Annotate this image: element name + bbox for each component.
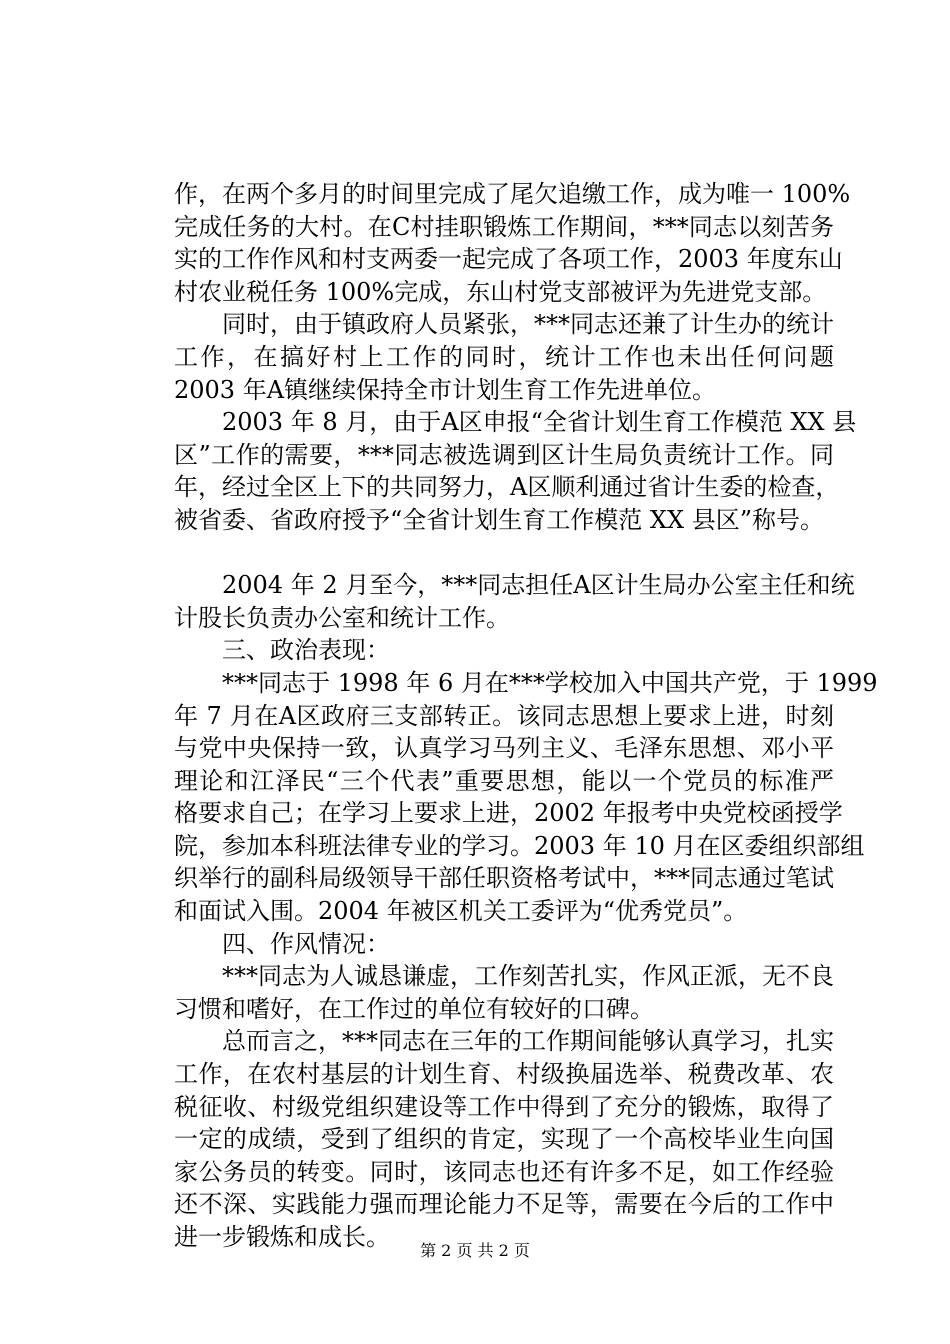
text-line: 2003 年A镇继续保持全市计划生育工作先进单位。 xyxy=(174,375,717,404)
text-line: 理论和江泽民“三个代表”重要思想，能以一个党员的标准严 xyxy=(174,766,834,795)
text-line: 进一步锻炼和成长。 xyxy=(174,1223,390,1251)
text-line: 工作，在搞好村上工作的同时，统计工作也未出任何问题 xyxy=(174,342,834,371)
text-line: 院，参加本科班法律专业的学习。2003 年 10 月在区委组织部组 xyxy=(174,831,865,860)
text-line: ***同志于 1998 年 6 月在***学校加入中国共产党，于 1999 xyxy=(174,668,878,697)
text-line: 和面试入围。2004 年被区机关工委评为“优秀党员”。 xyxy=(174,897,748,926)
text-line: 税征收、村级党组织建设等工作中得到了充分的锻炼，取得了 xyxy=(174,1092,834,1121)
text-line: 年 7 月在A区政府三支部转正。该同志思想上要求上进，时刻 xyxy=(174,701,834,730)
text-line: 同时，由于镇政府人员紧张，***同志还兼了计生办的统计 xyxy=(174,310,834,339)
text-line: 计股长负责办公室和统计工作。 xyxy=(174,603,510,632)
text-line: 区”工作的需要，***同志被选调到区计生局负责统计工作。同 xyxy=(174,440,834,469)
text-line: 2004 年 2 月至今，***同志担任A区计生局办公室主任和统 xyxy=(174,571,855,600)
text-line: 作，在两个多月的时间里完成了尾欠追缴工作，成为唯一 100% xyxy=(174,180,851,208)
document-body xyxy=(174,178,878,1254)
page-number: 第 2 页 共 2 页 xyxy=(420,1241,530,1260)
text-line: 习惯和嗜好，在工作过的单位有较好的口碑。 xyxy=(174,994,654,1023)
text-line: 实的工作作风和村支两委一起完成了各项工作，2003 年度东山 xyxy=(174,245,843,274)
text-line: 与党中央保持一致，认真学习马列主义、毛泽东思想、邓小平 xyxy=(174,734,834,763)
text-line: 还不深、实践能力强而理论能力不足等，需要在今后的工作中 xyxy=(174,1190,834,1219)
text-line: 总而言之，***同志在三年的工作期间能够认真学习，扎实 xyxy=(174,1027,834,1056)
page-footer xyxy=(0,1241,950,1261)
text-line: 被省委、省政府授予“全省计划生育工作模范 XX 县区”称号。 xyxy=(174,505,824,534)
text-line: 家公务员的转变。同时，该同志也还有许多不足，如工作经验 xyxy=(174,1157,834,1186)
blank-line xyxy=(174,537,834,570)
text-line: 四、作风情况： xyxy=(174,929,390,958)
text-line: 完成任务的大村。在C村挂职锻炼工作期间，***同志以刻苦务 xyxy=(174,212,834,241)
text-line: 2003 年 8 月，由于A区申报“全省计划生育工作模范 XX 县 xyxy=(174,408,857,437)
text-line: 工作，在农村基层的计划生育、村级换届选举、税费改革、农 xyxy=(174,1060,834,1089)
text-line: 格要求自己；在学习上要求上进，2002 年报考中央党校函授学 xyxy=(174,799,843,828)
text-line: 三、政治表现： xyxy=(174,636,390,665)
text-line: 一定的成绩，受到了组织的肯定，实现了一个高校毕业生向国 xyxy=(174,1125,834,1154)
text-line: 村农业税任务 100%完成，东山村党支部被评为先进党支部。 xyxy=(174,277,827,306)
text-line: 年，经过全区上下的共同努力，A区顺利通过省计生委的检查， xyxy=(174,473,840,502)
text-line: 织举行的副科局级领导干部任职资格考试中，***同志通过笔试 xyxy=(174,864,834,893)
text-line: ***同志为人诚恳谦虚，工作刻苦扎实，作风正派，无不良 xyxy=(174,962,834,991)
